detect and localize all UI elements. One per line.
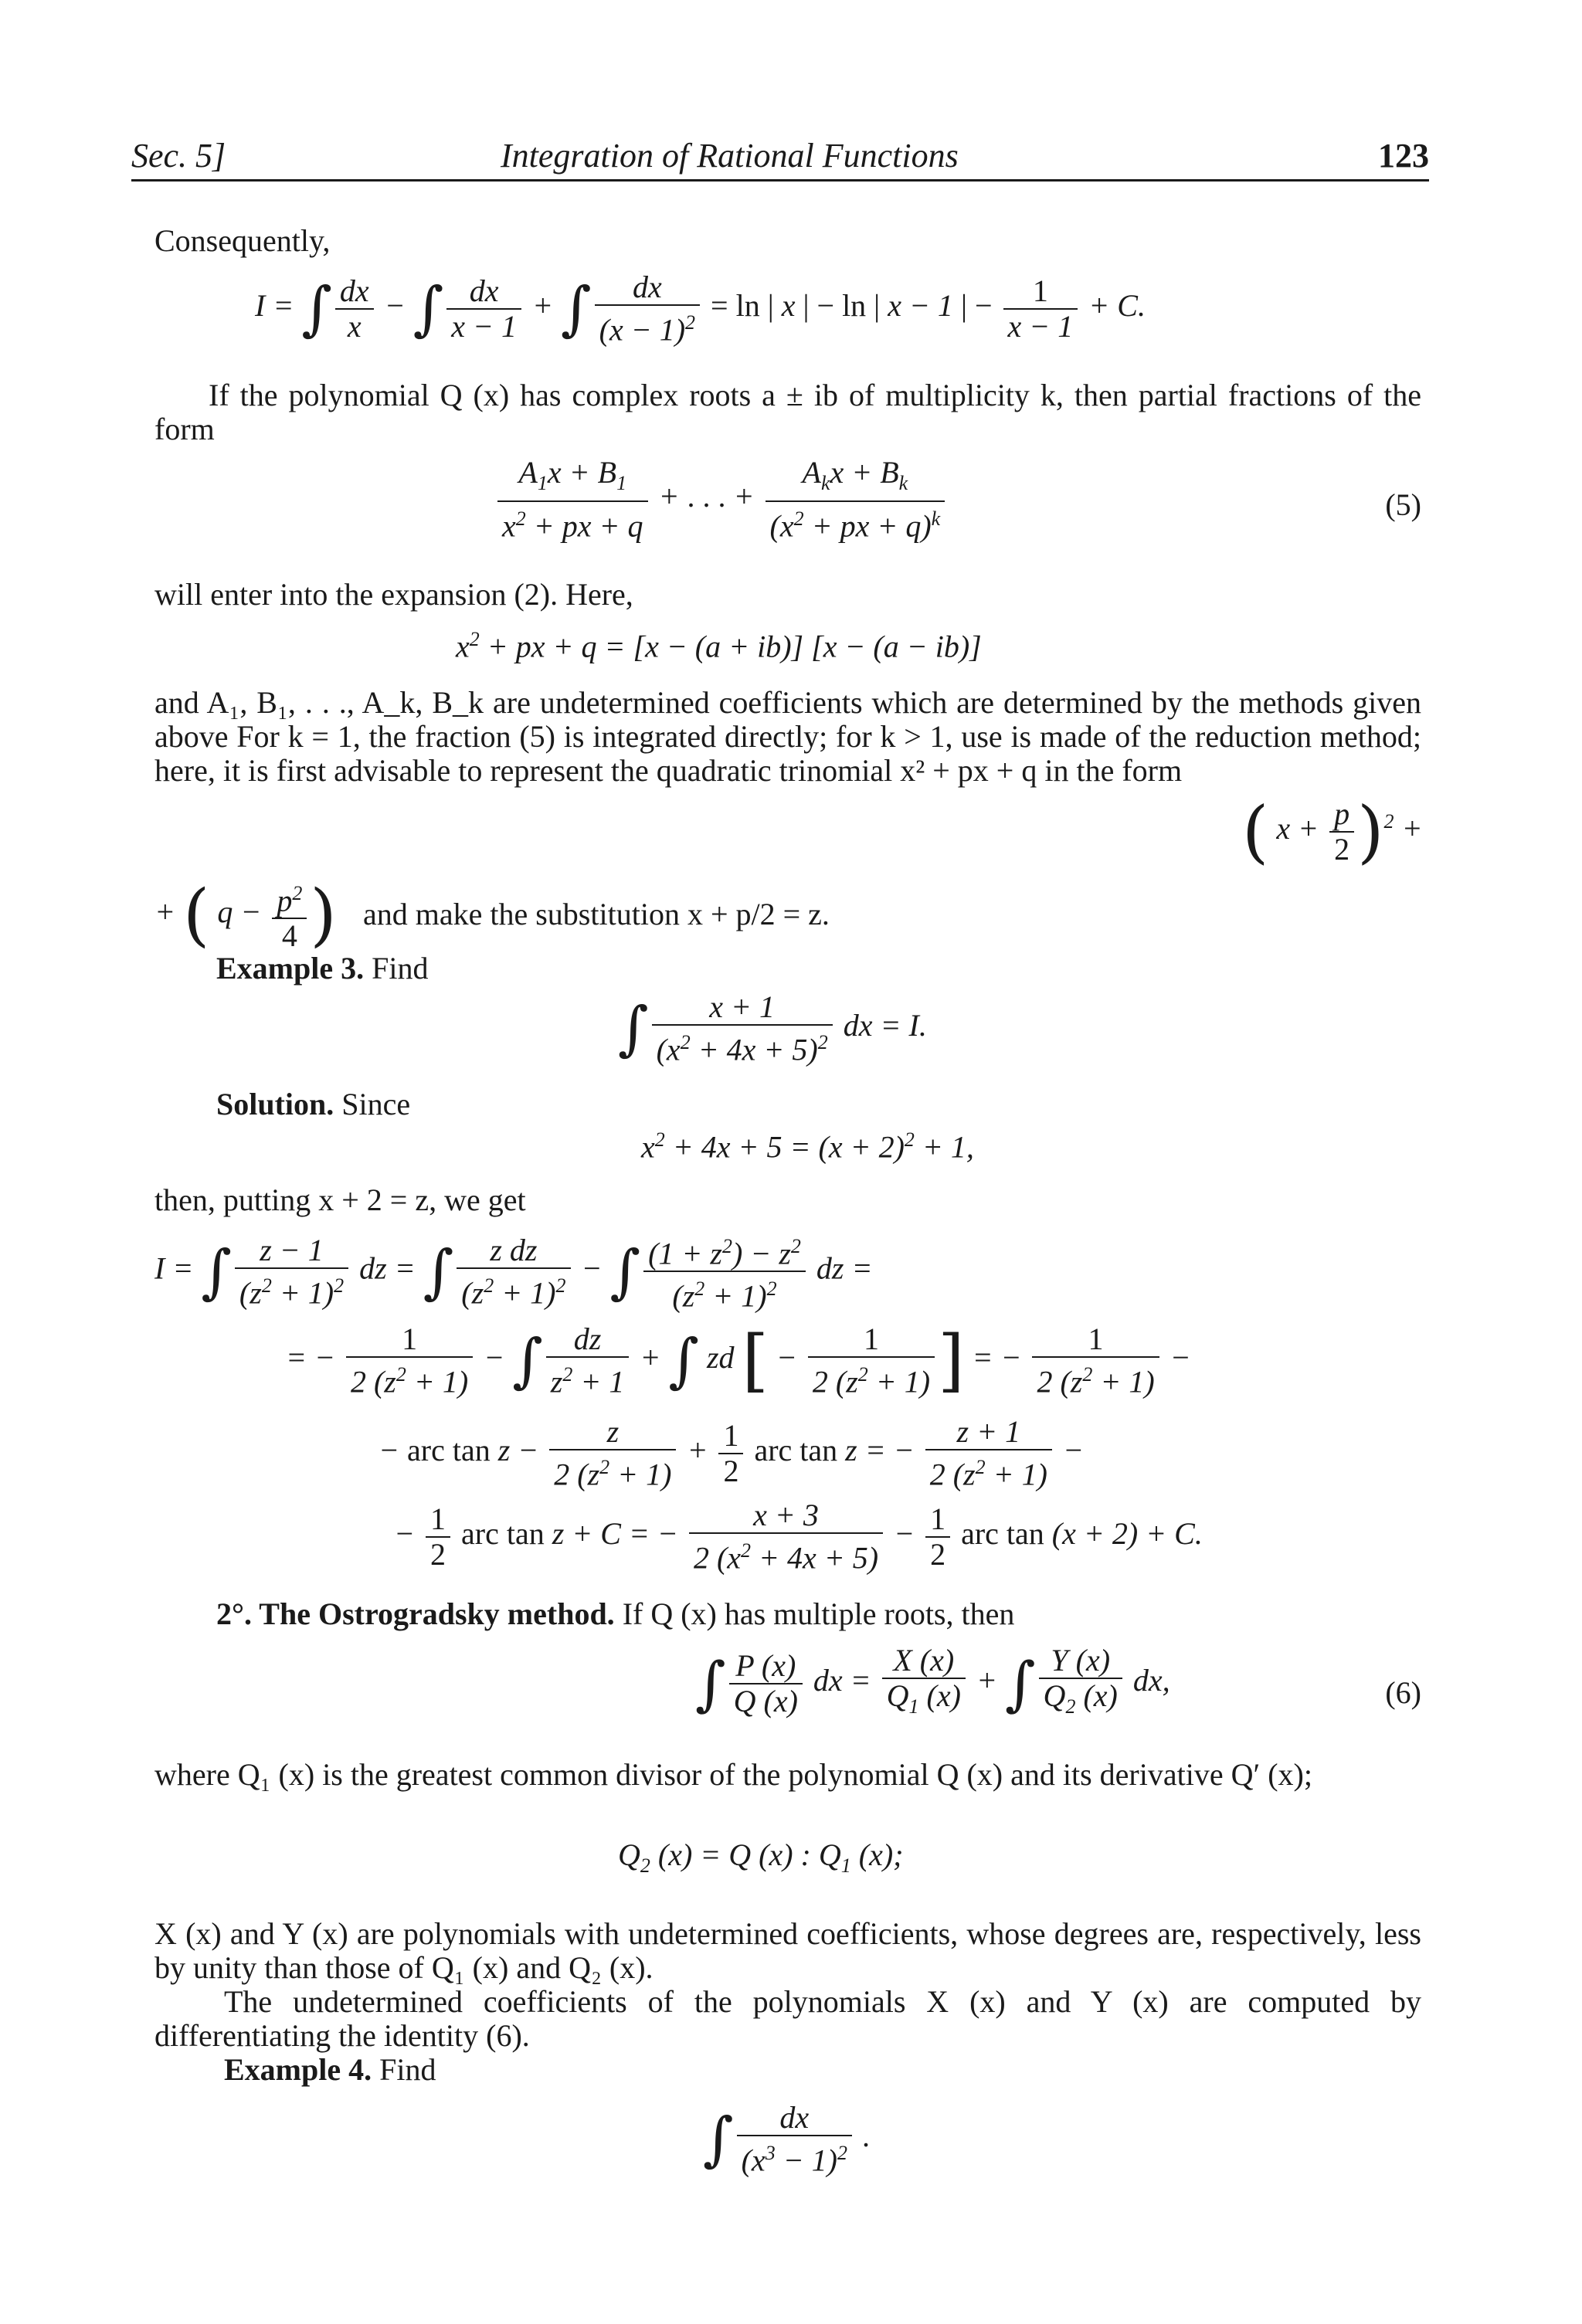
- solution-label: Solution.: [216, 1087, 334, 1121]
- equation-ostrogradsky: ∫ $\frac{P (x)}{Q (x)}$ dx = $\frac{X (x)}{Q_1 (x)}$ + ∫ $\frac{Y (x)}{Q_2 (x)}$ dx,: [695, 1643, 1170, 1718]
- example-4-heading: [154, 2053, 1421, 2087]
- example-4-label: Example 4.: [224, 2052, 372, 2087]
- paragraph-substitution: and make the substitution x + p/2 = z.: [363, 897, 830, 931]
- solution-text: Since: [341, 1087, 411, 1121]
- paragraph-complex-roots: If the polynomial Q (x) has complex roots a ± ib of multiplicity k, then partial fractions of the form: [154, 378, 1421, 446]
- equation-completed-square-part1: ( x + $\frac{p}{2}$ )$^2$ +: [1242, 792, 1423, 871]
- example-4-text: Find: [379, 2052, 436, 2087]
- ostrogradsky-text: If Q (x) has multiple roots, then: [622, 1596, 1015, 1631]
- equation-solution-line-1: I = ∫ $\frac{z - 1}{(z^2 + 1)^2}$ dz = ∫ $\frac{\text{z dz}}{(z^2 + 1)^2}$ − ∫ $\frac{(1 + z^2) - z^2}{(z^2 + 1)^2}$ dz =: [154, 1230, 872, 1314]
- paragraph-polynomials-xy: X (x) and Y (x) are polynomials with undetermined coefficients, whose degrees are, respectively, less by unity than those of Q₁ (x) and Q₂ (x).: [154, 1916, 1421, 1985]
- paragraph-then-putting: then, putting x + 2 = z, we get: [154, 1182, 526, 1217]
- paragraph-computed: The undetermined coefficients of the polynomials X (x) and Y (x) are computed by differentiating the identity (6).: [154, 1984, 1421, 2053]
- example-3-heading: [154, 952, 1421, 986]
- equation-number-5: (5): [1385, 487, 1421, 522]
- equation-solution-line-2: = − $\frac{1}{2 (z^2 + 1)}$ − ∫ $\frac{dz}{z^2 + 1}$ + ∫ zd [ − $\frac{1}{2 (z^2 + 1)}$ ] = − $\frac{1}{2 (z^2 + 1)}$ −: [286, 1320, 1191, 1400]
- ostrogradsky-label: 2°. The Ostrogradsky method.: [216, 1596, 615, 1631]
- equation-solution-line-3: − arc tan z − $\frac{z}{2 (z^2 + 1)}$ + $\frac{1}{2}$ arc tan z = − $\frac{z + 1}{2 (z^2 + 1)}$ −: [379, 1414, 1084, 1492]
- ostrogradsky-heading: [154, 1597, 1421, 1631]
- equation-q2-definition: $Q_2$ (x) = Q (x) : $Q_1$ (x);: [618, 1837, 904, 1877]
- example-3-label: Example 3.: [216, 951, 365, 986]
- page-number: 123: [1378, 137, 1429, 175]
- paragraph-consequently: Consequently,: [154, 223, 331, 258]
- section-label: Sec. 5]: [131, 137, 226, 175]
- equation-example-3: ∫ $\frac{x + 1}{(x^2 + 4x + 5)^2}$ dx = I.: [618, 989, 927, 1067]
- paragraph-will-enter: will enter into the expansion (2). Here,: [154, 577, 633, 612]
- equation-completed-square-part2: + ( q − $\frac{p^2}{4}$ ): [154, 874, 337, 955]
- running-header: [131, 130, 1429, 182]
- equation-number-6: (6): [1385, 1675, 1421, 1710]
- equation-result-I: I = ∫ $\frac{dx}{x}$ − ∫ $\frac{dx}{x - 1}$ + ∫ $\frac{dx}{(x - 1)^2}$ = ln | x | − ln | x − 1 | − $\frac{1}{x - 1}$ + C.: [255, 270, 1146, 348]
- paragraph-where: where Q₁ (x) is the greatest common divisor of the polynomial Q (x) and its derivative Q′ (x);: [154, 1757, 1312, 1792]
- equation-solution-line-4: − $\frac{1}{2}$ arc tan z + C = − $\frac{x + 3}{2 (x^2 + 4x + 5)}$ − $\frac{1}{2}$ arc tan (x + 2) + C.: [394, 1498, 1203, 1576]
- equation-since: $x^2 + 4x + 5 = (x + 2)^2 + 1$,: [641, 1128, 974, 1165]
- equation-example-4: ∫ $\frac{dx}{(x^3 - 1)^2}$ .: [703, 2100, 871, 2178]
- equation-quadratic-factorization: $x^2$ + px + q = [x − (a + ib)] [x − (a − ib)]: [456, 628, 982, 664]
- running-title: Integration of Rational Functions: [501, 137, 959, 175]
- equation-partial-fractions: $\frac{A_1x + B_1}{x^2 + px + q}$ + . . . + $\frac{A_kx + B_k}{(x^2 + px + q)^k}$: [494, 456, 948, 543]
- paragraph-undetermined: and A₁, B₁, . . ., A_k, B_k are undetermined coefficients which are determined by the methods given above For k = 1, the fraction (5) is integrated directly; for k > 1, use is made of the reduction method; here, it is first advisable to represent the quadratic trinomial x² + px + q in the form: [154, 685, 1421, 788]
- example-3-text: Find: [372, 951, 429, 986]
- solution-heading: [154, 1087, 1421, 1121]
